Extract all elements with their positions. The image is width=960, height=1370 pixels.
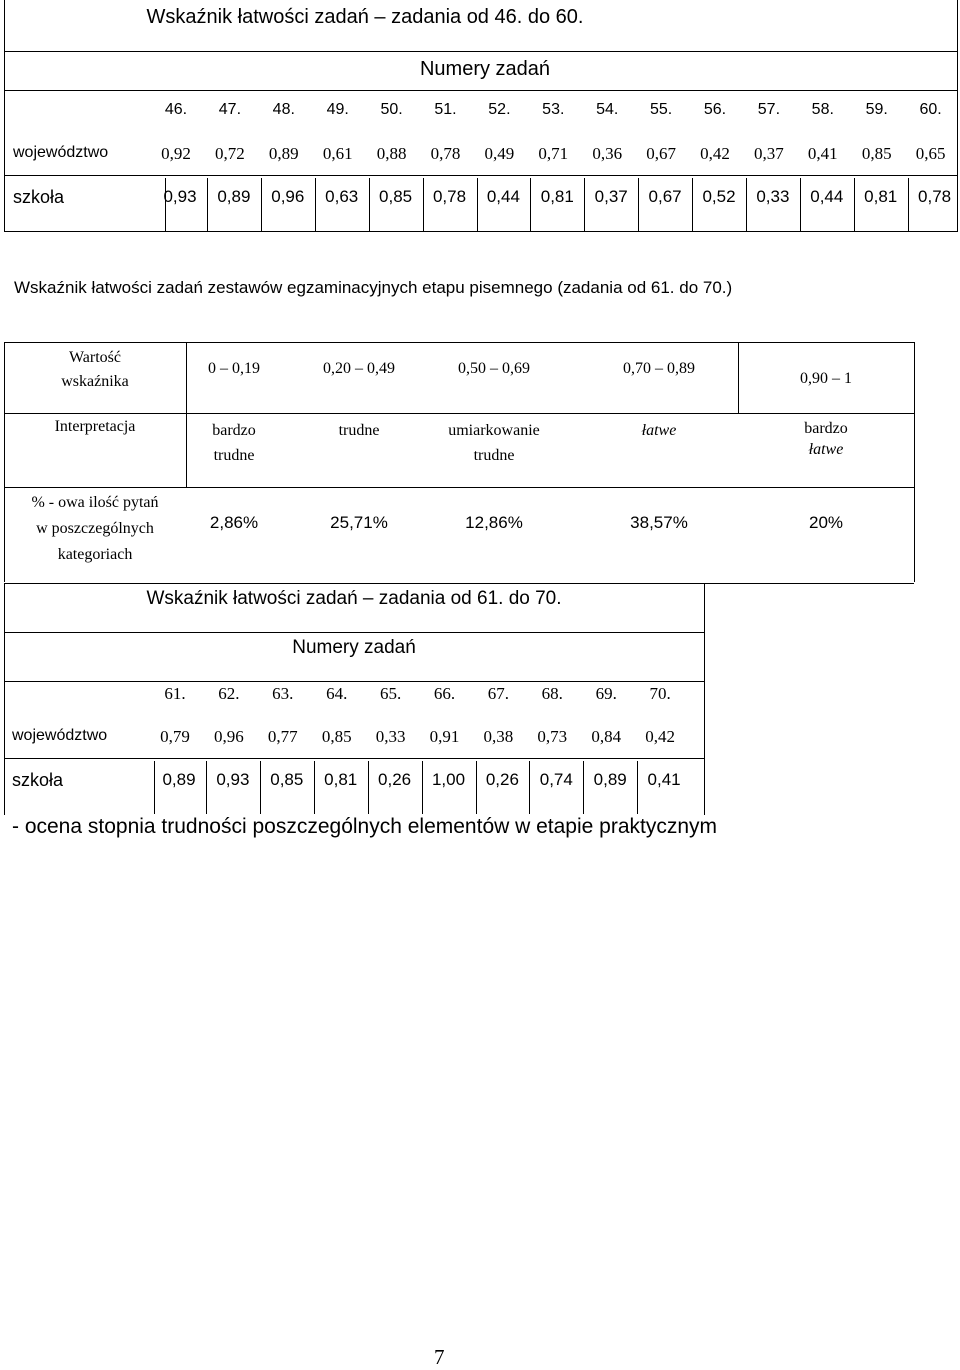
range-4: 0,90 – 1 [800,370,852,387]
value-cell: 0,84 [591,727,622,746]
value-cell: 0,78 [430,144,461,163]
task-number: 55. [649,101,673,118]
range-3: 0,70 – 0,89 [623,360,695,377]
value-cell: 0,37 [594,187,628,206]
percent-2: 12,86% [465,513,523,532]
cell-divider [315,178,316,231]
cell-divider [207,178,208,231]
value-cell: 0,92 [161,144,191,163]
table1-title: Wskaźnik łatwości zadań – zadania od 46. do 60. [146,6,584,28]
cell-divider [529,761,530,814]
value-cell: 0,81 [864,187,898,206]
cell-divider [584,178,585,231]
interp-1: trudne [338,422,380,439]
row-label-szkola: szkoła [12,770,64,790]
task-number: 46. [164,101,188,118]
value-cell: 0,79 [160,727,190,746]
task-number: 53. [542,101,565,118]
task-number: 68. [541,684,563,703]
value-cell: 0,91 [429,727,460,746]
cell-divider [854,178,855,231]
task-number: 60. [919,101,942,118]
interp-0: bardzo trudne [212,422,256,464]
table3-subtitle: Numery zadań [292,637,416,658]
value-cell: 0,89 [162,770,196,789]
value-cell: 0,61 [322,144,353,163]
value-cell: 0,93 [216,770,250,789]
table3-title: Wskaźnik łatwości zadań – zadania od 61. do 70. [146,588,562,609]
value-cell: 0,67 [646,144,676,163]
cell-divider [206,761,207,814]
value-cell: 0,71 [538,144,569,163]
table-interpretation [4,342,914,582]
cell-divider [368,761,369,814]
divider [5,90,957,91]
task-number: 70. [649,684,671,703]
value-cell: 0,44 [810,187,844,206]
table-tasks-46-60 [4,0,958,232]
cell-divider [637,761,638,814]
task-number: 54. [596,101,619,118]
value-cell: 0,36 [592,144,623,163]
table1-subtitle: Numery zadań [419,58,551,80]
value-cell: 0,38 [483,727,514,746]
range-2: 0,50 – 0,69 [458,360,530,377]
task-number: 65. [379,684,402,703]
value-cell: 0,41 [647,770,681,789]
divider [5,175,957,176]
value-cell: 0,89 [593,770,627,789]
task-number: 64. [326,684,348,703]
row-label-wojewodztwo: województwo [12,727,108,744]
value-cell: 0,33 [375,727,406,746]
cell-divider [530,178,531,231]
value-cell: 0,85 [270,770,304,789]
row-label-wojewodztwo: województwo [13,144,109,161]
range-1: 0,20 – 0,49 [323,360,395,377]
cell-divider [314,761,315,814]
task-number: 47. [218,101,242,118]
task-number: 50. [380,101,403,118]
cell-divider [638,178,639,231]
value-cell: 0,67 [648,187,682,206]
value-cell: 0,63 [325,187,359,206]
interp-4: bardzo łatwe [804,420,848,458]
value-cell: 0,72 [215,144,245,163]
footer-note: - ocena stopnia trudności poszczególnych elementów w etapie praktycznym [12,815,718,838]
value-cell: 0,49 [484,144,515,163]
value-cell: 0,41 [807,144,838,163]
cell-divider [261,178,262,231]
cell-divider [800,178,801,231]
percent-1: 25,71% [330,513,388,532]
value-cell: 0,89 [268,144,299,163]
task-number: 57. [757,101,781,118]
page-number: 7 [434,1345,445,1369]
value-cell: 0,81 [324,770,358,789]
cell-divider [422,761,423,814]
interp-2: umiarkowanie trudne [448,422,540,464]
value-cell: 0,52 [702,187,736,206]
value-cell: 0,93 [163,187,197,206]
value-cell: 0,81 [540,187,574,206]
value-cell: 0,73 [537,727,568,746]
task-number: 51. [434,101,457,118]
value-cell: 0,74 [539,770,573,789]
value-cell: 0,85 [861,144,892,163]
cell-divider [692,178,693,231]
row-label-szkola: szkoła [13,187,65,207]
divider [5,51,957,52]
value-cell: 0,88 [376,144,407,163]
cell-divider [477,178,478,231]
value-cell: 0,85 [379,187,413,206]
value-cell: 0,26 [485,770,519,789]
task-number: 59. [865,101,888,118]
value-cell: 0,78 [432,187,467,206]
cell-divider [746,178,747,231]
value-cell: 0,42 [700,144,730,163]
cell-divider [908,178,909,231]
label-percent-questions: % - owa ilość pytań w poszczególnych kategoriach [31,494,159,563]
table-tasks-61-70 [4,583,704,815]
value-cell: 0,85 [321,727,352,746]
label-wartosc: Wartość wskaźnika [61,349,129,390]
task-number: 63. [272,684,294,703]
percent-3: 38,57% [630,513,688,532]
task-number: 48. [272,101,295,118]
range-0: 0 – 0,19 [208,360,260,377]
label-interpretacja: Interpretacja [54,418,136,435]
value-cell: 0,96 [214,727,244,746]
cell-divider [369,178,370,231]
value-cell: 0,96 [271,187,305,206]
task-number: 49. [326,101,349,118]
cell-divider [423,178,424,231]
task-number: 62. [218,684,240,703]
percent-0: 2,86% [209,513,259,532]
percent-4: 20% [808,513,844,532]
cell-divider [583,761,584,814]
section2-title: Wskaźnik łatwości zadań zestawów egzaminacyjnych etapu pisemnego (zadania od 61. do 70.) [14,278,733,297]
interp-3: łatwe [641,422,677,439]
task-number: 66. [433,684,456,703]
cell-divider [476,761,477,814]
task-number: 52. [488,101,511,118]
value-cell: 0,37 [754,144,784,163]
value-cell: 1,00 [431,770,466,789]
task-number: 56. [703,101,727,118]
value-cell: 0,65 [915,144,946,163]
value-cell: 0,89 [217,187,251,206]
value-cell: 0,26 [378,770,412,789]
value-cell: 0,33 [756,187,790,206]
task-number: 67. [487,684,510,703]
cell-divider [260,761,261,814]
task-number: 69. [595,684,617,703]
value-cell: 0,78 [918,187,952,206]
value-cell: 0,44 [486,187,520,206]
task-number: 61. [164,684,186,703]
value-cell: 0,42 [645,727,675,746]
value-cell: 0,77 [267,727,298,746]
task-number: 58. [811,101,834,118]
